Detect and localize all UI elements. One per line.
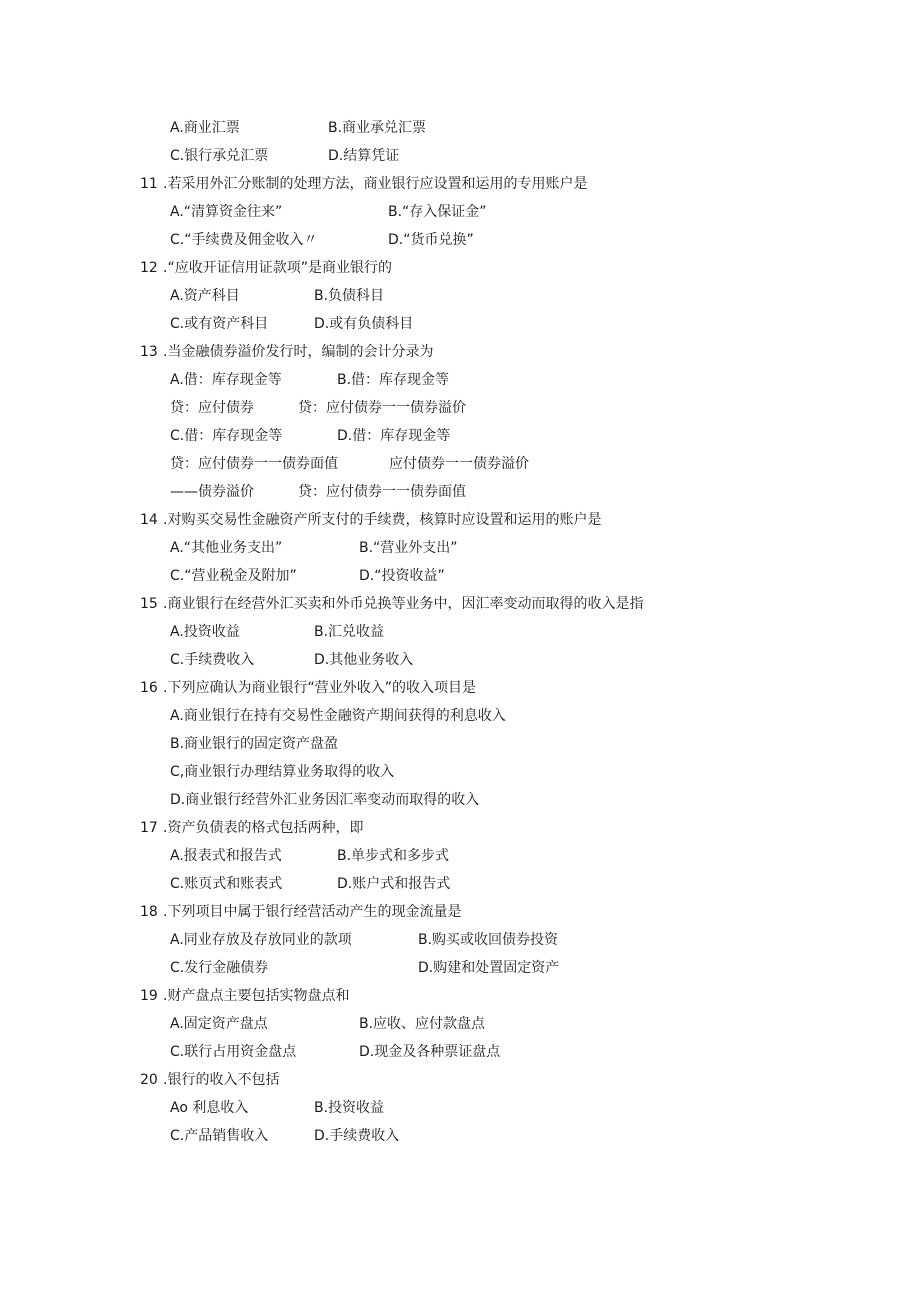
q14-option-d: D.“投资收益” (359, 568, 445, 584)
q13-option-b-credit: 贷：应付债券一一债券溢价 (298, 400, 466, 416)
q13-stem: .当金融债券溢价发行时，编制的会计分录为 (163, 344, 434, 360)
q18-option-d: D.购建和处置固定资产 (418, 960, 560, 976)
q10-option-d: D.结算凭证 (328, 148, 400, 164)
q15-option-a: A.投资收益 (170, 624, 240, 640)
q11-option-b: B.“存入保证金” (388, 204, 487, 220)
q20-stem: .银行的收入不包括 (163, 1072, 280, 1088)
q18-option-b: B.购买或收回债券投资 (418, 932, 559, 948)
q17-option-c: C.账页式和账表式 (170, 876, 283, 892)
q15-stem: .商业银行在经营外汇买卖和外币兑换等业务中，因汇率变动而取得的收入是指 (163, 596, 644, 612)
q10-option-a: A.商业汇票 (170, 120, 240, 136)
q13-option-c: C.借：库存现金等 (170, 428, 283, 444)
q14-option-a: A.“其他业务支出” (170, 540, 283, 556)
q19-option-d: D.现金及各种票证盘点 (359, 1044, 501, 1060)
q16-stem: .下列应确认为商业银行“营业外收入”的收入项目是 (163, 680, 476, 696)
q15-option-c: C.手续费收入 (170, 652, 255, 668)
q13-option-d-credit-2: 贷：应付债券一一债券面值 (298, 484, 466, 500)
q12-number: 12 (140, 260, 158, 276)
q13-option-d: D.借：库存现金等 (337, 428, 451, 444)
q13-option-a-credit: 贷：应付债券 (170, 400, 254, 416)
q16-option-a: A.商业银行在持有交易性金融资产期间获得的利息收入 (170, 708, 506, 724)
q19-stem: .财产盘点主要包括实物盘点和 (163, 988, 350, 1004)
q20-option-b: B.投资收益 (314, 1100, 385, 1116)
q13-option-b: B.借：库存现金等 (337, 372, 450, 388)
q12-option-a: A.资产科目 (170, 288, 240, 304)
q19-option-b: B.应收、应付款盘点 (359, 1016, 486, 1032)
q19-number: 19 (140, 988, 158, 1004)
q15-option-b: B.汇兑收益 (314, 624, 385, 640)
q20-option-a: Ao 利息收入 (170, 1100, 249, 1116)
q12-option-d: D.或有负债科目 (314, 316, 414, 332)
q12-option-c: C.或有资产科目 (170, 316, 269, 332)
q18-option-c: C.发行金融债券 (170, 960, 269, 976)
q11-option-a: A.“清算资金往来” (170, 204, 283, 220)
q19-option-c: C.联行占用资金盘点 (170, 1044, 297, 1060)
q19-option-a: A.固定资产盘点 (170, 1016, 268, 1032)
q18-number: 18 (140, 904, 158, 920)
q16-option-c: C,商业银行办理结算业务取得的收入 (170, 764, 395, 780)
q17-option-b: B.单步式和多步式 (337, 848, 450, 864)
q13-option-d-credit: 应付债券一一债券溢价 (389, 456, 529, 472)
q17-stem: .资产负债表的格式包括两种，即 (163, 820, 364, 836)
q10-option-c: C.银行承兑汇票 (170, 148, 269, 164)
q18-stem: .下列项目中属于银行经营活动产生的现金流量是 (163, 904, 462, 920)
q17-number: 17 (140, 820, 158, 836)
q12-option-b: B.负债科目 (314, 288, 385, 304)
q12-stem: .“应收开证信用证款项”是商业银行的 (163, 260, 392, 276)
q20-number: 20 (140, 1072, 158, 1088)
q13-option-c-credit-2: ——债券溢价 (170, 484, 254, 500)
q15-number: 15 (140, 596, 158, 612)
q13-option-a: A.借：库存现金等 (170, 372, 282, 388)
q11-number: 11 (140, 176, 158, 192)
q16-number: 16 (140, 680, 158, 696)
q14-number: 14 (140, 512, 158, 528)
q11-stem: .若采用外汇分账制的处理方法，商业银行应设置和运用的专用账户是 (163, 176, 588, 192)
q14-option-b: B.“营业外支出” (359, 540, 458, 556)
q16-option-d: D.商业银行经营外汇业务因汇率变动而取得的收入 (170, 792, 480, 808)
q14-stem: .对购买交易性金融资产所支付的手续费，核算时应设置和运用的账户是 (163, 512, 602, 528)
q10-option-b: B.商业承兑汇票 (328, 120, 427, 136)
q18-option-a: A.同业存放及存放同业的款项 (170, 932, 352, 948)
q13-number: 13 (140, 344, 158, 360)
q11-option-c: C.“手续费及佣金收入〃 (170, 232, 318, 248)
q20-option-c: C.产品销售收入 (170, 1128, 269, 1144)
q17-option-a: A.报表式和报告式 (170, 848, 282, 864)
q13-option-c-credit: 贷：应付债券一一债券面值 (170, 456, 338, 472)
q16-option-b: B.商业银行的固定资产盘盈 (170, 736, 339, 752)
q15-option-d: D.其他业务收入 (314, 652, 414, 668)
q20-option-d: D.手续费收入 (314, 1128, 400, 1144)
q14-option-c: C.“营业税金及附加” (170, 568, 297, 584)
q17-option-d: D.账户式和报告式 (337, 876, 451, 892)
q11-option-d: D.“货币兑换” (388, 232, 474, 248)
